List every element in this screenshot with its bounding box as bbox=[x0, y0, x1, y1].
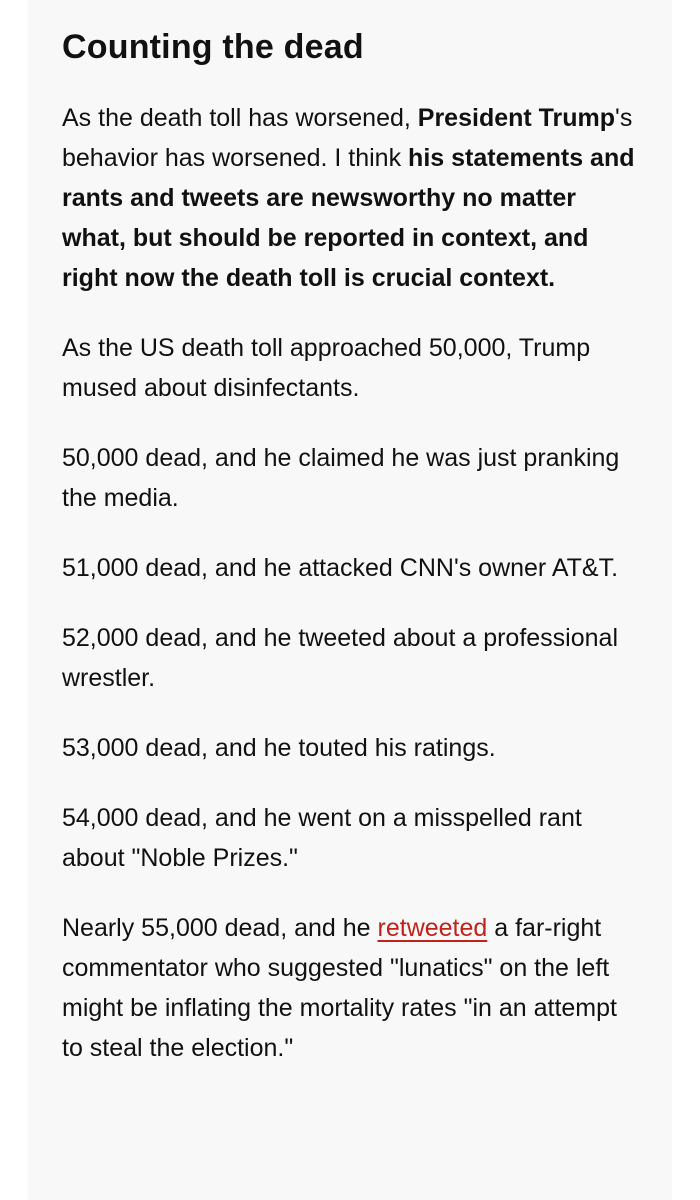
closing-text-before: Nearly 55,000 dead, and he bbox=[62, 914, 378, 942]
paragraph-51000: 51,000 dead, and he attacked CNN's owner AT&T. bbox=[62, 554, 619, 582]
closing-text-after: a far-right commentator who suggested "lunatics" on the left might be inflating the mortality rates "in an attempt to steal the election." bbox=[62, 914, 617, 1062]
paragraph-55000 bbox=[62, 908, 638, 1068]
intro-text-1: As the death toll has worsened, bbox=[62, 104, 418, 132]
article-title: Counting the dead bbox=[62, 28, 364, 66]
paragraph-52000: 52,000 dead, and he tweeted about a professional wrestler. bbox=[62, 624, 618, 692]
paragraph-disinfectants: As the US death toll approached 50,000, Trump mused about disinfectants. bbox=[62, 334, 591, 402]
intro-bold-2: his statements and rants and tweets are newsworthy no matter what, but should be reported in context, and right now the death toll is crucial context. bbox=[62, 144, 635, 292]
paragraph-53000: 53,000 dead, and he touted his ratings. bbox=[62, 734, 496, 762]
paragraph-54000: 54,000 dead, and he went on a misspelled rant about "Noble Prizes." bbox=[62, 804, 582, 872]
article-container bbox=[28, 0, 672, 1200]
intro-paragraph bbox=[62, 98, 638, 298]
intro-text-2: 's behavior has worsened. I think bbox=[62, 104, 633, 172]
intro-bold-1: President Trump bbox=[417, 104, 616, 132]
paragraph-50000: 50,000 dead, and he claimed he was just pranking the media. bbox=[62, 444, 620, 512]
retweeted-link[interactable]: retweeted bbox=[377, 914, 488, 942]
